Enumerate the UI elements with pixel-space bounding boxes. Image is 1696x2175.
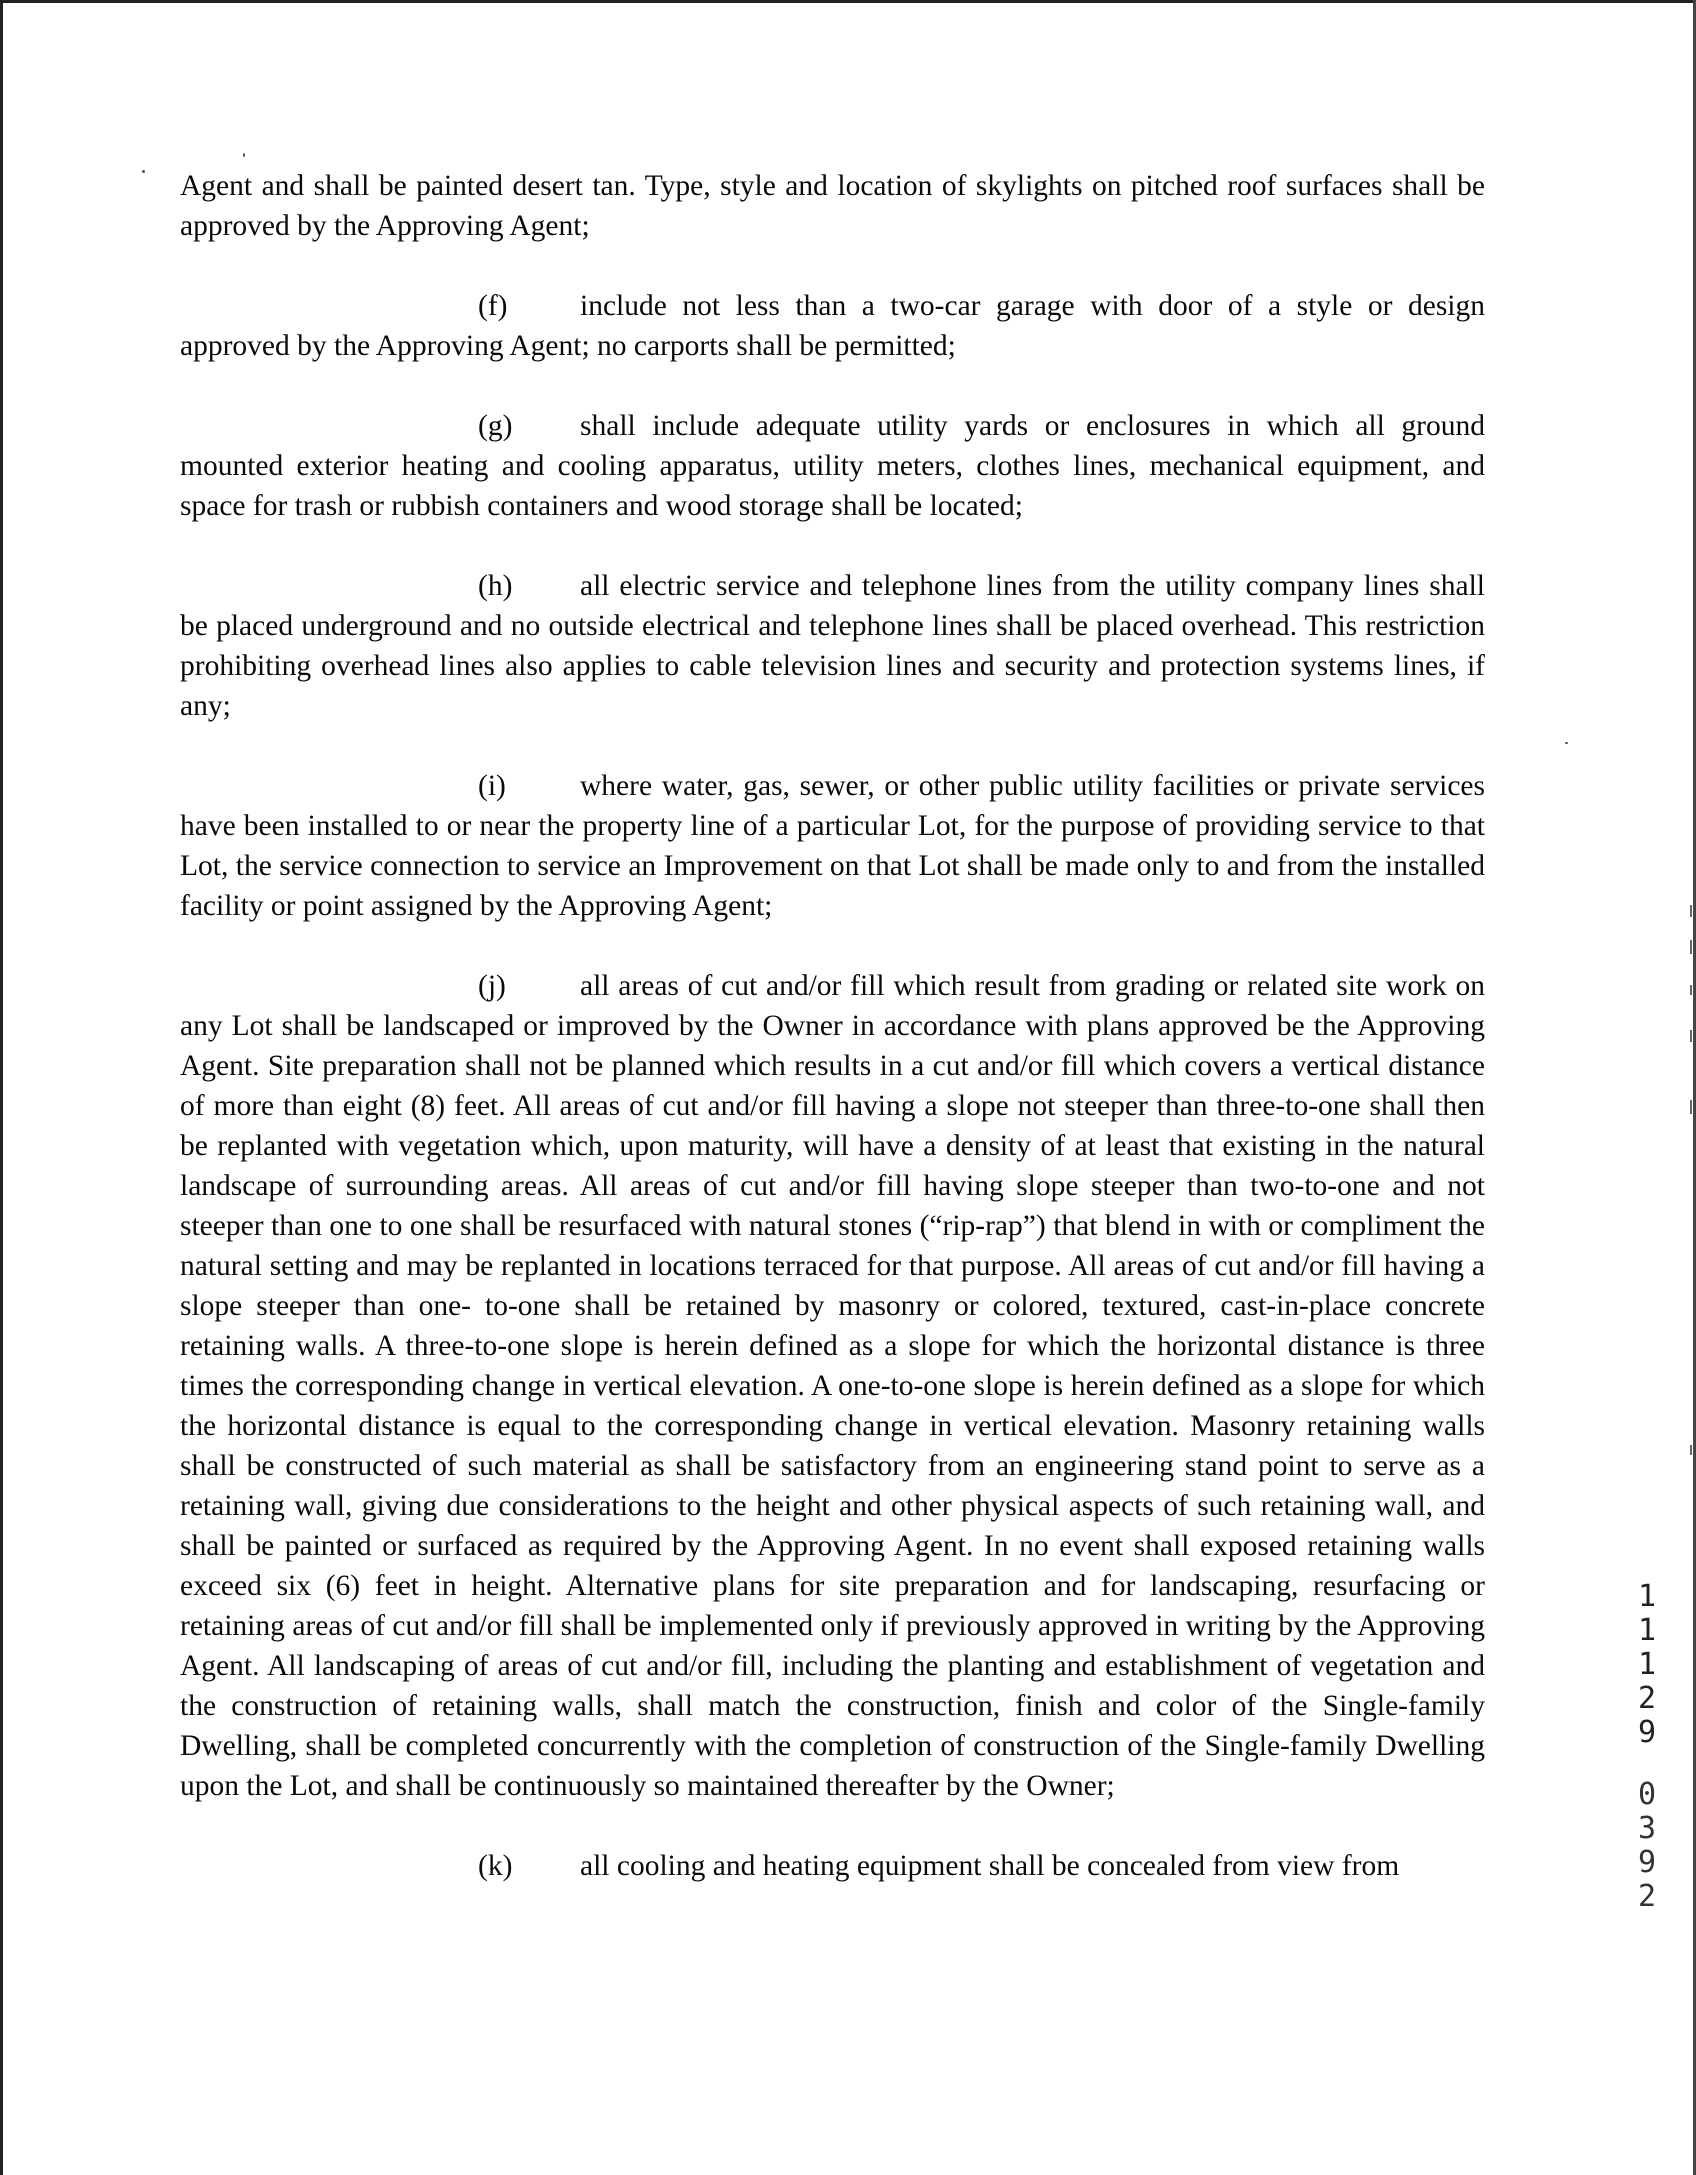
scan-speck: [1565, 742, 1568, 744]
scan-speck: [243, 153, 245, 157]
paragraph-marker: (i): [478, 770, 506, 802]
paragraph-text: all electric service and telephone lines from the utility company lines shall be placed underground and no outside electrical and telephone lines shall be placed overhead. This restriction prohibiting overhead lines also applies to cable television lines and security and protection systems lines, if any;: [180, 570, 1485, 722]
paragraph-continuation: [180, 166, 1485, 246]
paragraph-marker: (j): [478, 970, 506, 1002]
paragraph-h: [180, 566, 1485, 726]
paragraph-g: [180, 406, 1485, 526]
paragraph-marker: (h): [478, 570, 513, 602]
stamp-digit: 0: [1637, 1777, 1657, 1812]
stamp-digit: 9: [1637, 1845, 1657, 1880]
scan-border-top: [0, 0, 1696, 3]
document-body: [180, 166, 1485, 1926]
paragraph-text: where water, gas, sewer, or other public utility facilities or private services have been installed to or near the property line of a particular Lot, for the purpose of providing service to that Lot, the service connection to service an Improvement on that Lot shall be made only to and from the installed facility or point assigned by the Approving Agent;: [180, 770, 1485, 922]
stamp-digit: 1: [1637, 1579, 1657, 1614]
paragraph-text: all areas of cut and/or fill which result from grading or related site work on any Lot shall be landscaped or improved by the Owner in accordance with plans approved be the Approving Agent. Site preparation shall not be planned which results in a cut and/or fill which covers a vertical distance of more than eight (8) feet. All areas of cut and/or fill having a slope not steeper than three-to-one shall then be replanted with vegetation which, upon maturity, will have a density of at least that existing in the natural landscape of surrounding areas. All areas of cut and/or fill having slope steeper than two-to-one and not steeper than one to one shall be resurfaced with natural stones (“rip-rap”) that blend in with or compliment the natural setting and may be replanted in locations terraced for that purpose. All areas of cut and/or fill having a slope steeper than one- to-one shall be retained by masonry or colored, textured, cast-in-place concrete retaining walls. A three-to-one slope is herein defined as a slope for which the horizontal distance is three times the corresponding change in vertical elevation. A one-to-one slope is herein defined as a slope for which the horizontal distance is equal to the corresponding change in vertical elevation. Masonry retaining walls shall be constructed of such material as shall be satisfactory from an engineering stand point to serve as a retaining wall, giving due considerations to the height and other physical aspects of such retaining wall, and shall be painted or surfaced as required by the Approving Agent. In no event shall exposed retaining walls exceed six (6) feet in height. Alternative plans for site preparation and for landscaping, resurfacing or retaining areas of cut and/or fill shall be implemented only if previously approved in writing by the Approving Agent. All landscaping of areas of cut and/or fill, including the planting and establishment of vegetation and the construction of retaining walls, shall match the construction, finish and color of the Single-family Dwelling, shall be completed concurrently with the completion of construction of the Single-family Dwelling upon the Lot, and shall be continuously so maintained thereafter by the Owner;: [180, 970, 1485, 1802]
scan-tick: [1690, 905, 1692, 917]
paragraph-marker: (g): [478, 410, 513, 442]
scan-tick: [1690, 1100, 1692, 1114]
scan-tick: [1690, 1445, 1692, 1455]
paragraph-text: Agent and shall be painted desert tan. Type, style and location of skylights on pitched roof surfaces shall be approved by the Approving Agent;: [180, 170, 1485, 242]
stamp-digit: 2: [1637, 1681, 1657, 1716]
scan-border-left: [0, 0, 3, 2175]
paragraph-j: [180, 966, 1485, 1806]
paragraph-k: [180, 1846, 1485, 1886]
paragraph-text: all cooling and heating equipment shall be concealed from view from: [580, 1850, 1400, 1882]
stamp-digit: 3: [1637, 1811, 1657, 1846]
paragraph-marker: (f): [478, 290, 508, 322]
scan-speck: [142, 170, 145, 173]
margin-stamp-lower: [1630, 1778, 1664, 1914]
scan-tick: [1690, 1030, 1692, 1042]
scan-tick: [1690, 985, 1692, 995]
stamp-digit: 2: [1637, 1879, 1657, 1914]
paragraph-text: shall include adequate utility yards or enclosures in which all ground mounted exterior heating and cooling apparatus, utility meters, clothes lines, mechanical equipment, and space for trash or rubbish containers and wood storage shall be located;: [180, 410, 1485, 522]
stamp-digit: 1: [1637, 1647, 1657, 1682]
paragraph-f: [180, 286, 1485, 366]
paragraph-marker: (k): [478, 1850, 513, 1882]
paragraph-i: [180, 766, 1485, 926]
scan-tick: [1690, 940, 1692, 954]
stamp-digit: 1: [1637, 1613, 1657, 1648]
stamp-digit: 9: [1637, 1715, 1657, 1750]
paragraph-text: include not less than a two-car garage with door of a style or design approved by the Approving Agent; no carports shall be permitted;: [180, 290, 1485, 362]
margin-stamp-upper: [1630, 1580, 1664, 1750]
